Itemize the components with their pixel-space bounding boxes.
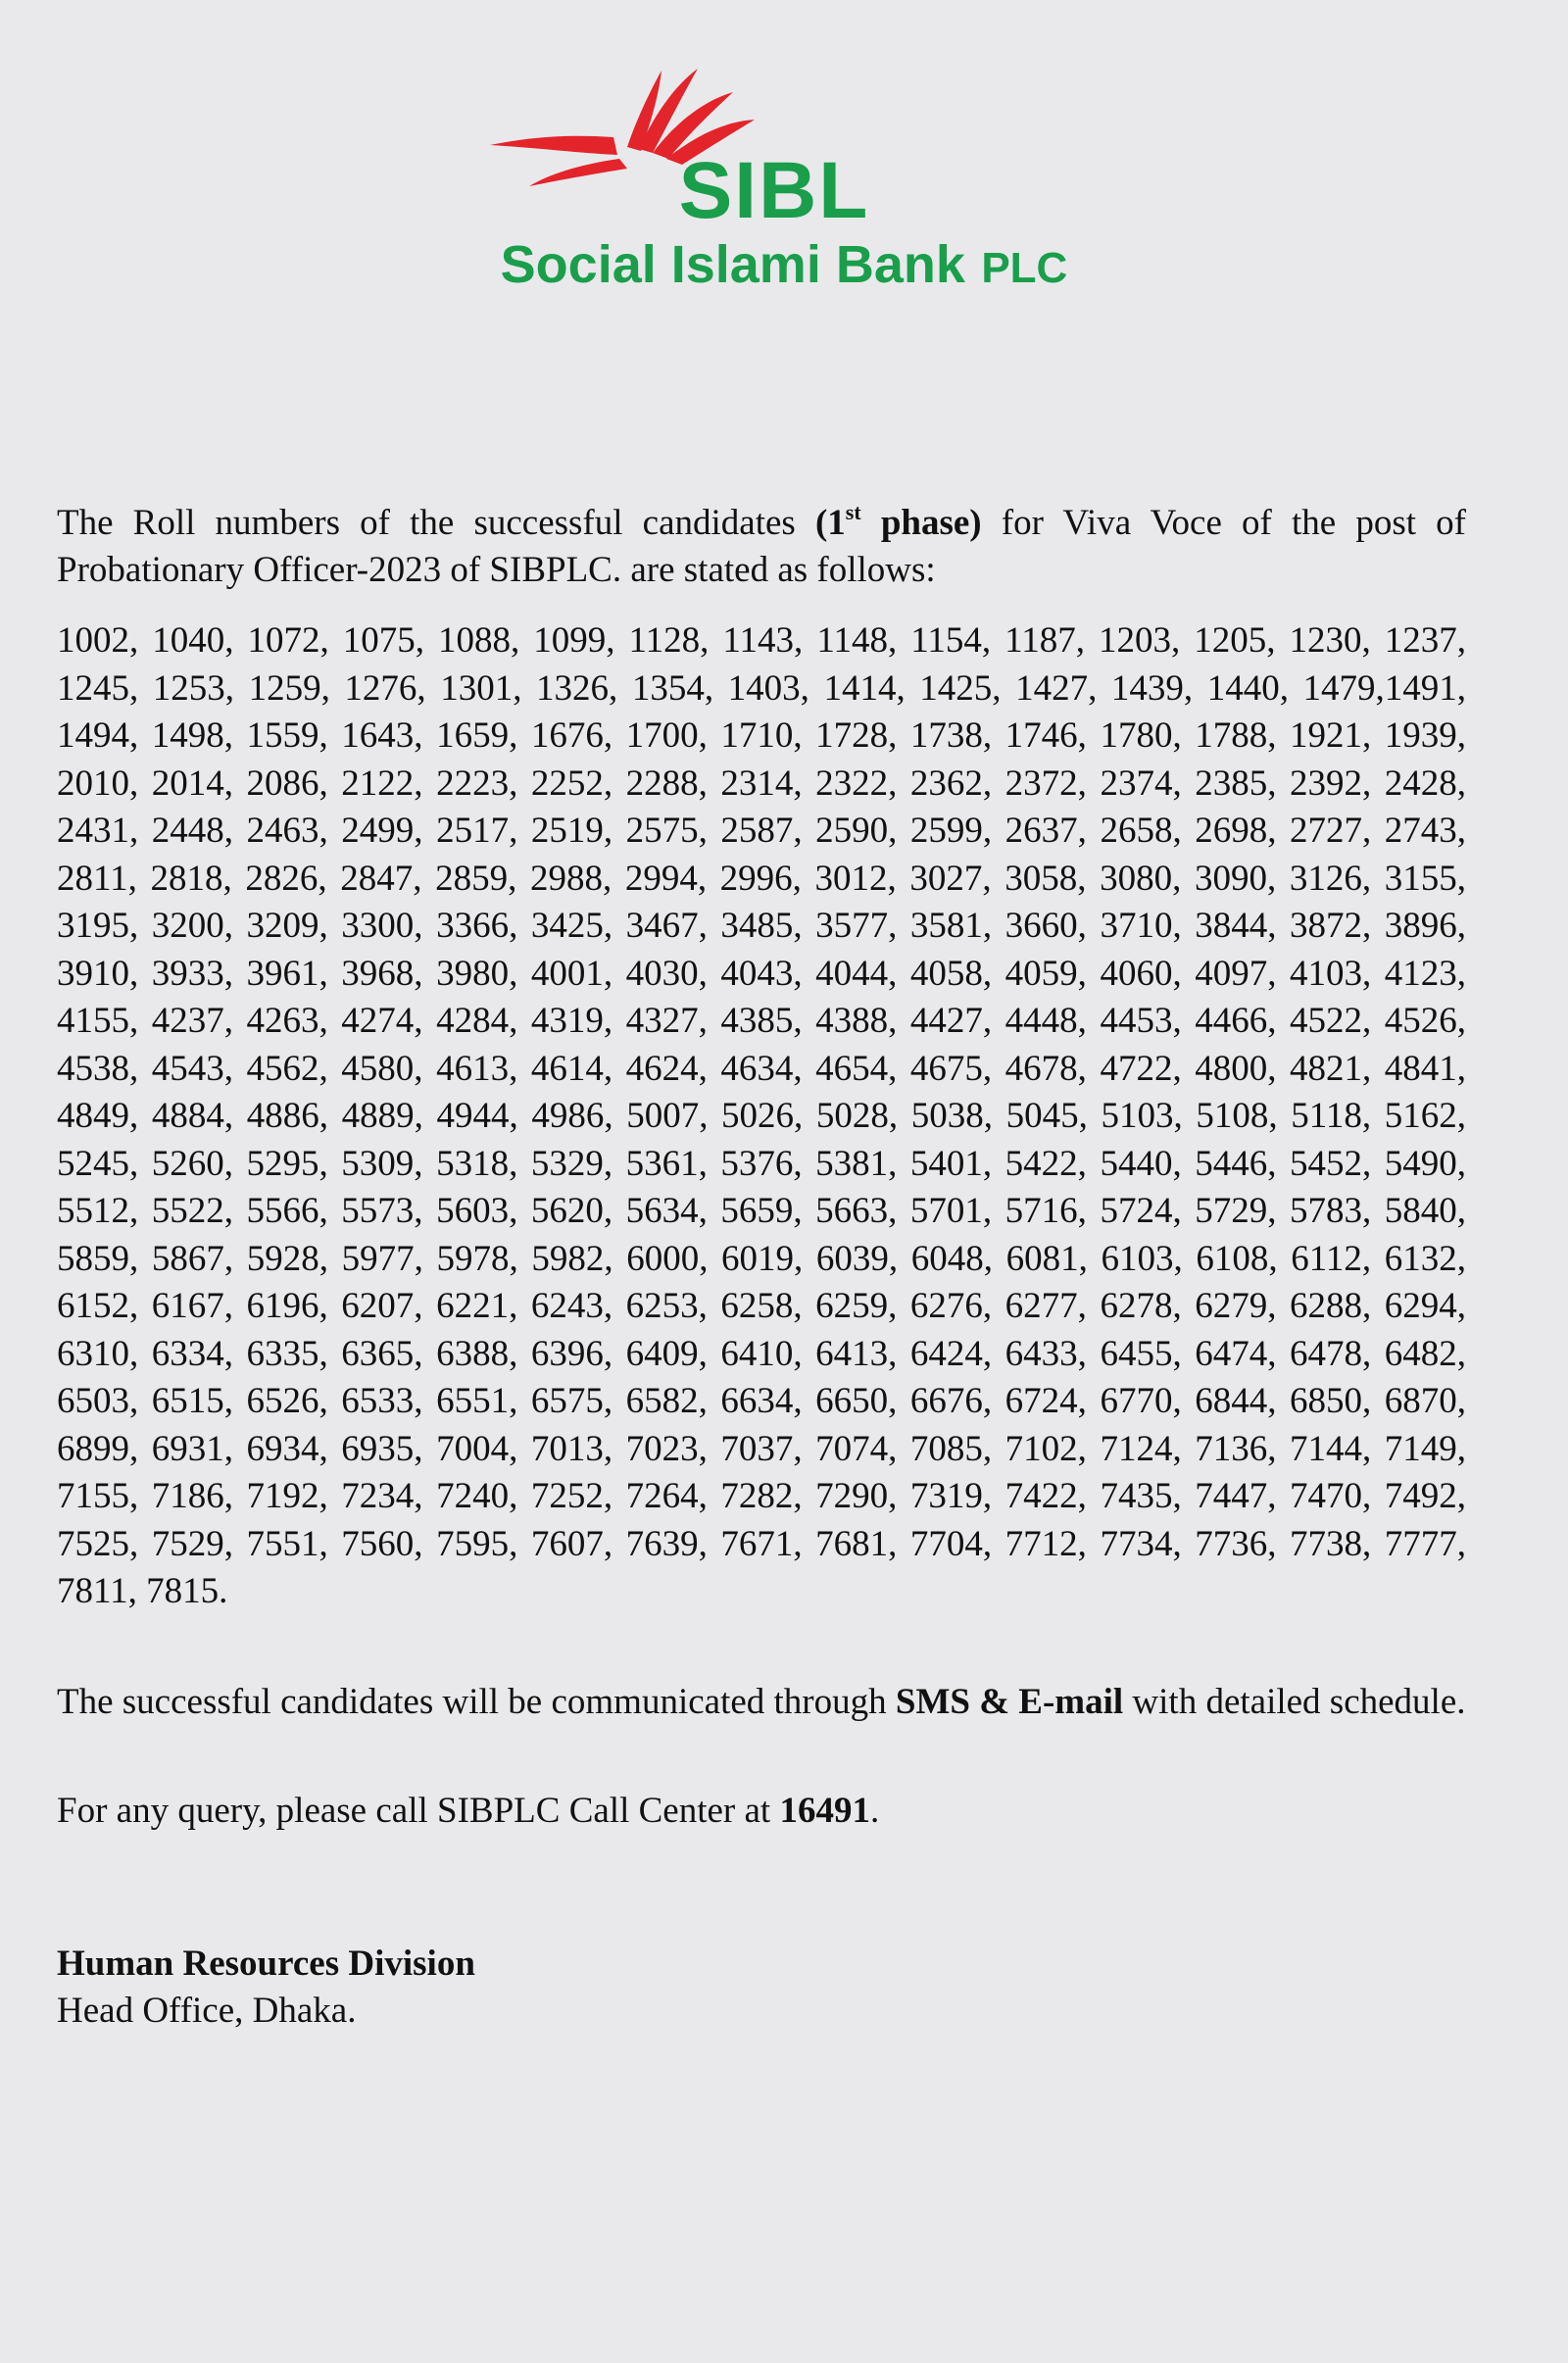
query-text-2: .	[869, 1790, 880, 1831]
intro-text-1: The Roll numbers of the successful candidates	[57, 503, 815, 543]
signature-block	[57, 1941, 1466, 2035]
bank-name	[501, 235, 1068, 294]
phase-number: (1	[814, 503, 846, 543]
bank-name-suffix: PLC	[981, 244, 1068, 292]
intro-text-2: for Viva Voce of the post of Probationary Officer-2023 of SIBPLC. are stated as follows:	[57, 503, 1467, 590]
sibl-logo	[490, 49, 1078, 304]
phase-suffix: st	[845, 500, 861, 524]
notice-content	[57, 500, 1466, 2035]
signature-office: Head Office, Dhaka.	[57, 1990, 357, 2031]
signature-division: Human Resources Division	[57, 1943, 475, 1984]
roll-numbers-list: 1002, 1040, 1072, 1075, 1088, 1099, 1128, 1143, 1148, 1154, 1187, 1203, 1205, 1230, 1237, 1245, 1253, 1259, 1276, 1301, 1326, 1354, 1403, 1414, 1425, 1427, 1439, 1440, 1479,1491, 1494, 1498, 1559, 1643, 1659, 1676, 1700, 1710, 1728, 1738, 1746, 1780, 1788, 1921, 1939, 2010, 2014, 2086, 2122, 2223, 2252, 2288, 2314, 2322, 2362, 2372, 2374, 2385, 2392, 2428, 2431, 2448, 2463, 2499, 2517, 2519, 2575, 2587, 2590, 2599, 2637, 2658, 2698, 2727, 2743, 2811, 2818, 2826, 2847, 2859, 2988, 2994, 2996, 3012, 3027, 3058, 3080, 3090, 3126, 3155, 3195, 3200, 3209, 3300, 3366, 3425, 3467, 3485, 3577, 3581, 3660, 3710, 3844, 3872, 3896, 3910, 3933, 3961, 3968, 3980, 4001, 4030, 4043, 4044, 4058, 4059, 4060, 4097, 4103, 4123, 4155, 4237, 4263, 4274, 4284, 4319, 4327, 4385, 4388, 4427, 4448, 4453, 4466, 4522, 4526, 4538, 4543, 4562, 4580, 4613, 4614, 4624, 4634, 4654, 4675, 4678, 4722, 4800, 4821, 4841, 4849, 4884, 4886, 4889, 4944, 4986, 5007, 5026, 5028, 5038, 5045, 5103, 5108, 5118, 5162, 5245, 5260, 5295, 5309, 5318, 5329, 5361, 5376, 5381, 5401, 5422, 5440, 5446, 5452, 5490, 5512, 5522, 5566, 5573, 5603, 5620, 5634, 5659, 5663, 5701, 5716, 5724, 5729, 5783, 5840, 5859, 5867, 5928, 5977, 5978, 5982, 6000, 6019, 6039, 6048, 6081, 6103, 6108, 6112, 6132, 6152, 6167, 6196, 6207, 6221, 6243, 6253, 6258, 6259, 6276, 6277, 6278, 6279, 6288, 6294, 6310, 6334, 6335, 6365, 6388, 6396, 6409, 6410, 6413, 6424, 6433, 6455, 6474, 6478, 6482, 6503, 6515, 6526, 6533, 6551, 6575, 6582, 6634, 6650, 6676, 6724, 6770, 6844, 6850, 6870, 6899, 6931, 6934, 6935, 7004, 7013, 7023, 7037, 7074, 7085, 7102, 7124, 7136, 7144, 7149, 7155, 7186, 7192, 7234, 7240, 7252, 7264, 7282, 7290, 7319, 7422, 7435, 7447, 7470, 7492, 7525, 7529, 7551, 7560, 7595, 7607, 7639, 7671, 7681, 7704, 7712, 7734, 7736, 7738, 7777, 7811, 7815.	[57, 620, 1466, 1611]
sibl-logo-graphic	[490, 49, 1078, 304]
notice-text-2: with detailed schedule.	[1123, 1681, 1466, 1722]
query-text-1: For any query, please call SIBPLC Call Center at	[57, 1790, 780, 1831]
notice-text-1: The successful candidates will be communicated through	[57, 1681, 896, 1722]
query-line	[57, 1788, 1466, 1835]
notice-channels: SMS & E-mail	[895, 1681, 1124, 1722]
call-center-number: 16491	[779, 1790, 870, 1831]
logo-wordmark: SIBL	[678, 146, 870, 235]
communication-notice	[57, 1679, 1466, 1726]
phase-word: phase)	[860, 503, 982, 543]
bank-name-main: Social Islami Bank	[500, 235, 965, 294]
intro-paragraph	[57, 500, 1466, 594]
phase-label	[814, 500, 982, 543]
